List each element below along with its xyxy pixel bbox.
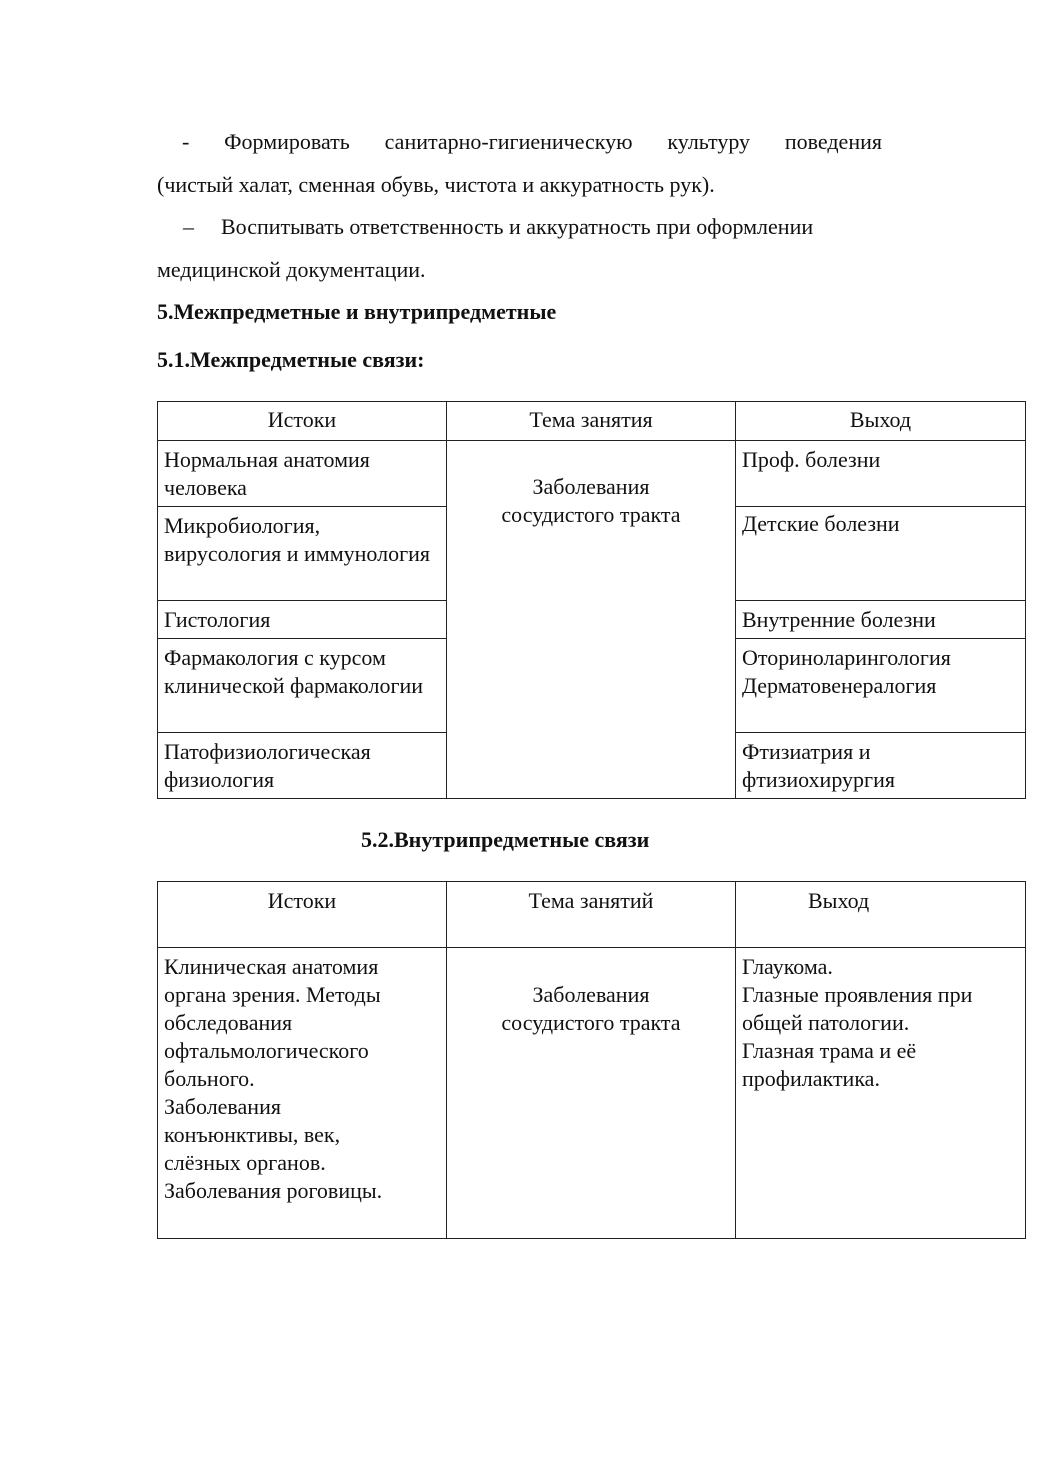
table-cell [158,948,447,1239]
table-cell [736,948,1026,1239]
table-cell-line: Заболевания роговицы. [164,1178,383,1203]
table-cell: Фтизиатрия и фтизиохирургия [736,733,1026,799]
lesson-theme-text: Заболевания [532,982,650,1007]
table-cell-line: Оториноларингология [742,645,951,670]
table-header-cell: Истоки [158,882,447,948]
table-header-cell: Тема занятия [447,402,736,441]
list-dash: – [183,214,194,239]
table-cell: Гистология [158,601,447,639]
paragraph-line: медицинской документации. [157,257,426,282]
table-header-cell: Выход [736,402,1026,441]
lesson-theme-text: сосудистого тракта [501,502,681,527]
table-cell-line: Глазная трама и её профилактика. [742,1038,917,1091]
lesson-theme-text: сосудистого тракта [501,1010,681,1035]
table-header-cell: Истоки [158,402,447,441]
table-cell-line: Глазные проявления при общей патологии. [742,982,973,1035]
table-cell [736,639,1026,733]
lesson-theme-cell [447,441,736,799]
table-row [158,441,1026,507]
table-cell: Внутренние болезни [736,601,1026,639]
paragraph-line: (чистый халат, сменная обувь, чистота и аккуратность рук). [157,172,715,197]
table-header-cell: Тема занятий [447,882,736,948]
table-cell: Детские болезни [736,507,1026,601]
table-cell: Проф. болезни [736,441,1026,507]
table-header-row [158,882,1026,948]
table-cell-line: Глаукома. [742,954,833,979]
paragraph-line: Воспитывать ответственность и аккуратность при оформлении [221,214,814,239]
table-cell-line: Дерматовенералогия [742,673,937,698]
section-heading: 5.Межпредметные и внутрипредметные [157,299,557,324]
subsection-heading: 5.2.Внутрипредметные связи [361,827,650,852]
table-cell: Патофизиологическая физиология [158,733,447,799]
table-cell: Фармакология с курсом клинической фармакологии [158,639,447,733]
lesson-theme-cell [447,948,736,1239]
lesson-theme-text: Заболевания [532,474,650,499]
table-cell-line: Клиническая анатомия органа зрения. Методы обследования офтальмологического больного. [164,954,381,1091]
intradisciplinary-table [157,881,1026,1239]
table-row [158,948,1026,1239]
interdisciplinary-table [157,401,1026,799]
table-cell: Нормальная анатомия человека [158,441,447,507]
table-header-cell: Выход [736,882,1026,948]
table-header-row [158,402,1026,441]
paragraph-line: - Формировать санитарно-гигиеническую культуру поведения [182,129,882,154]
table-cell-line: Заболевания конъюнктивы, век, слёзных органов. [164,1094,341,1175]
subsection-heading: 5.1.Межпредметные связи: [157,347,425,372]
table-cell: Микробиология, вирусология и иммунология [158,507,447,601]
